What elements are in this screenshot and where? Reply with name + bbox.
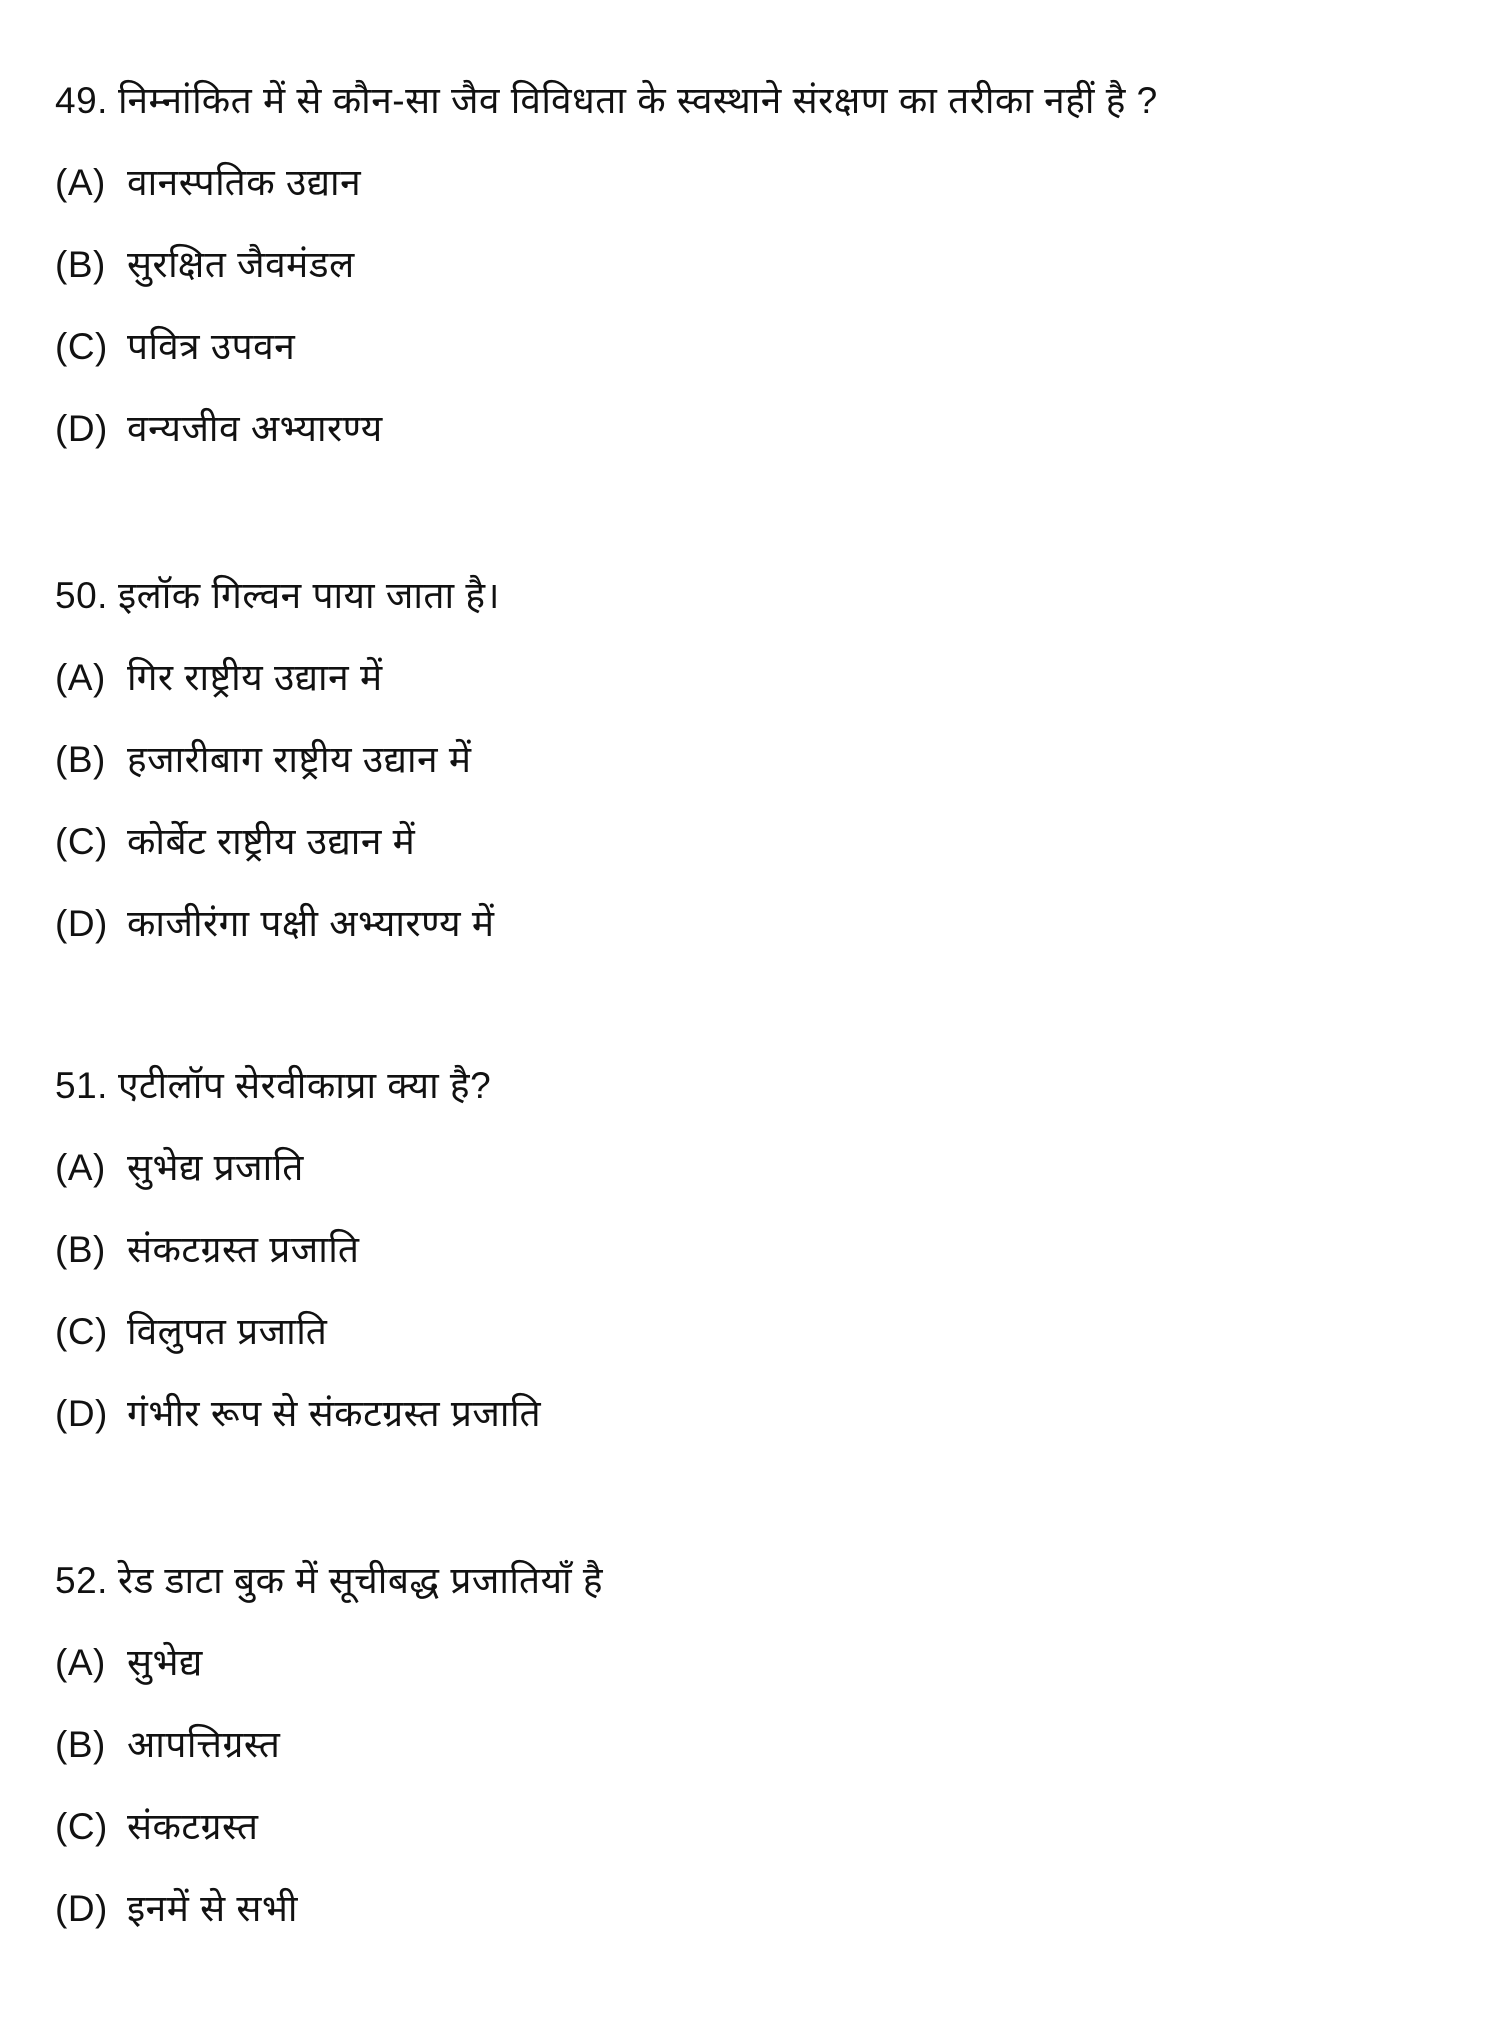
option-b [55,224,1475,306]
option-c [55,801,1475,883]
option-label: (D) [55,1393,108,1434]
option-text: गंभीर रूप से संकटग्रस्त प्रजाति [127,1393,542,1434]
question-text: इलॉक गिल्वन पाया जाता है। [117,575,501,616]
question-number: 51. [55,1065,108,1106]
option-label: (D) [55,1888,108,1929]
option-a [55,142,1475,224]
option-c [55,1291,1475,1373]
option-label: (B) [55,739,106,780]
question-stem [55,1540,1475,1622]
option-text: आपत्तिग्रस्त [127,1724,281,1765]
option-d [55,1373,1475,1455]
option-label: (B) [55,244,106,285]
option-label: (D) [55,903,108,944]
option-text: इनमें से सभी [127,1888,299,1929]
option-label: (C) [55,1806,108,1847]
option-text: गिर राष्ट्रीय उद्यान में [127,657,383,698]
option-text: सुरक्षित जैवमंडल [127,244,355,285]
question-number: 52. [55,1560,108,1601]
option-text: काजीरंगा पक्षी अभ्यारण्य में [127,903,495,944]
question-49 [55,60,1475,470]
option-b [55,1704,1475,1786]
option-label: (C) [55,326,108,367]
question-50 [55,555,1475,965]
question-number: 50. [55,575,108,616]
option-label: (B) [55,1229,106,1270]
option-label: (A) [55,162,106,203]
option-d [55,1868,1475,1950]
option-b [55,1209,1475,1291]
option-text: कोर्बेट राष्ट्रीय उद्यान में [127,821,416,862]
option-text: संकटग्रस्त [127,1806,259,1847]
option-a [55,1127,1475,1209]
question-text: रेड डाटा बुक में सूचीबद्ध प्रजातियाँ है [117,1560,604,1601]
option-a [55,1622,1475,1704]
option-label: (A) [55,1147,106,1188]
question-text: एटीलॉप सेरवीकाप्रा क्या है? [117,1065,492,1106]
option-b [55,719,1475,801]
question-stem [55,1045,1475,1127]
option-text: वानस्पतिक उद्यान [127,162,362,203]
option-text: संकटग्रस्त प्रजाति [127,1229,360,1270]
option-text: हजारीबाग राष्ट्रीय उद्यान में [127,739,472,780]
option-text: वन्यजीव अभ्यारण्य [127,408,383,449]
question-52 [55,1540,1475,1950]
option-a [55,637,1475,719]
option-c [55,1786,1475,1868]
option-d [55,388,1475,470]
option-label: (A) [55,1642,106,1683]
option-label: (B) [55,1724,106,1765]
question-stem [55,555,1475,637]
option-label: (A) [55,657,106,698]
option-label: (C) [55,1311,108,1352]
option-text: पवित्र उपवन [127,326,296,367]
option-label: (D) [55,408,108,449]
option-label: (C) [55,821,108,862]
option-text: सुभेद्य [127,1642,203,1683]
question-text: निम्नांकित में से कौन-सा जैव विविधता के स्वस्थाने संरक्षण का तरीका नहीं है ? [117,80,1158,121]
option-d [55,883,1475,965]
question-number: 49. [55,80,108,121]
question-stem [55,60,1475,142]
option-c [55,306,1475,388]
option-text: सुभेद्य प्रजाति [127,1147,304,1188]
question-51 [55,1045,1475,1455]
option-text: विलुपत प्रजाति [127,1311,328,1352]
